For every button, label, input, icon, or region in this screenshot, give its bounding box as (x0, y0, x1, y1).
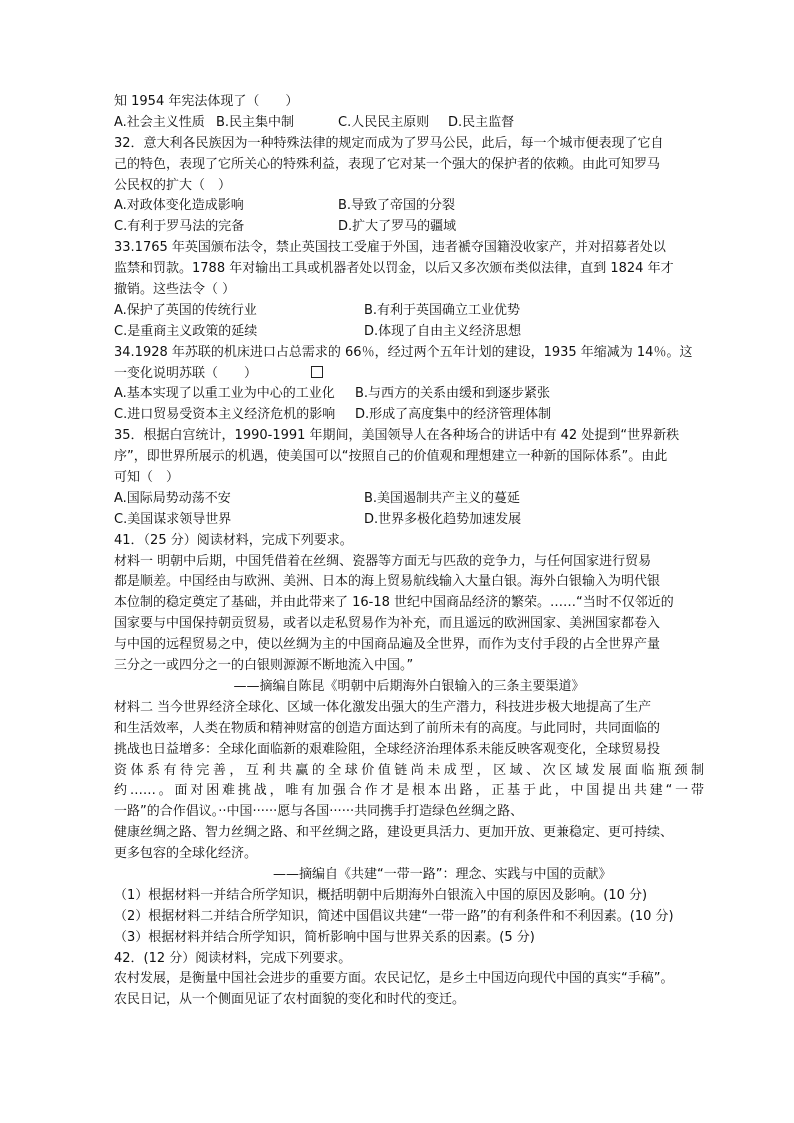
q34-option-a: A.基本实现了以重工业为中心的工业化 (114, 386, 335, 402)
q33-option-a: A.保护了英国的传统行业 (114, 302, 257, 318)
q33-option-d: D.体现了自由主义经济思想 (364, 323, 522, 339)
q35-options-row2 (114, 510, 704, 531)
q32-stem-line: 32．意大利各民族因为一种特殊法律的规定而成为了罗马公民，此后，每一个城市便表现了它自 (114, 135, 664, 151)
q34-option-c: C.进口贸易受资本主义经济危机的影响 (114, 407, 336, 423)
q34-option-b: B.与西方的关系由缓和到逐步紧张 (355, 386, 551, 402)
material2-line: 挑战也日益增多：全球化面临新的艰难险阻，全球经济治理体系未能反映客观变化，全球贸易投 (114, 741, 661, 757)
q35-options-row1 (114, 489, 704, 510)
q33-options-row1 (114, 301, 704, 322)
q32-option-d: D.扩大了罗马的疆域 (338, 219, 457, 235)
material2-line: 一路”的合作倡议。··中国······愿与各国······共同携手打造绿色丝绸之路、 (114, 804, 524, 820)
q33-stem-line: 撤销。这些法令（ ） (114, 282, 236, 298)
q35-option-b: B.美国遏制共产主义的蔓延 (364, 490, 521, 506)
q31-options (114, 113, 704, 134)
material1-line: 本位制的稳定奠定了基础，并由此带来了 16-18 世纪中国商品经济的繁荣。……“当时不仅邻近的 (114, 595, 674, 611)
q33-option-b: B.有利于英国确立工业优势 (364, 302, 521, 318)
material1-source: ——摘编自陈昆《明朝中后期海外白银输入的三条主要渠道》 (233, 678, 585, 694)
q32-option-b: B.导致了帝国的分裂 (338, 198, 456, 214)
q34-option-d: D.形成了高度集中的经济管理体制 (355, 407, 552, 423)
material1-line: 国家要与中国保持朝贡贸易，或者以走私贸易作为补充，而且遥远的欧洲国家、美洲国家都卷入 (114, 616, 661, 632)
material2-line: 健康丝绸之路、智力丝绸之路、和平丝绸之路，建设更具活力、更加开放、更兼稳定、更可持续、 (114, 825, 674, 841)
q42-text-line: 农村发展，是衡量中国社会进步的重要方面。农民记忆，是乡土中国迈向现代中国的真实“手稿”。 (114, 971, 674, 987)
q31-option-c: C.人民民主原则 (338, 114, 430, 130)
q41-subquestion: （2）根据材料二并结合所学知识，简述中国倡议共建“一带一路”的有利条件和不利因素。(10 分) (114, 908, 674, 924)
q35-option-a: A.国际局势动荡不安 (114, 490, 231, 506)
material1-line: 材料一 明朝中后期，中国凭借着在丝绸、瓷器等方面无与匹敌的竞争力，与任何国家进行贸易 (114, 553, 652, 569)
q32-options-row2 (114, 217, 704, 238)
checkbox-square-icon (311, 366, 323, 378)
q34-stem-line: 34.1928 年苏联的机床进口占总需求的 66％，经过两个五年计划的建设，1935 年缩减为 14％。这 (114, 344, 693, 360)
q33-stem-line: 监禁和罚款。1788 年对输出工具或机器者处以罚金，以后又多次颁布类似法律，直到 1824 年才 (114, 261, 674, 277)
q34-stem-line (114, 364, 704, 385)
material2-line: 材料二 当今世界经济全球化、区域一体化激发出强大的生产潜力，科技进步极大地提高了生产 (114, 699, 652, 715)
q42-heading: 42．(12 分）阅读材料，完成下列要求。 (114, 950, 352, 966)
material2-line: 约……。面对困难挑战，唯有加强合作才是根本出路，正基于此，中国提出共建“一带 (114, 783, 704, 799)
q41-subquestion: （1）根据材料一并结合所学知识，概括明朝中后期海外白银流入中国的原因及影响。(10 分) (114, 887, 648, 903)
q32-option-a: A.对政体变化造成影响 (114, 198, 244, 214)
q35-stem-line: 可知（ ） (114, 470, 180, 486)
material2-line: 更多包容的全球化经济。 (114, 846, 258, 862)
q35-stem-line: 35．根据白宫统计，1990-1991 年期间，美国领导人在各种场合的讲话中有 42 处提到“世界新秩 (114, 428, 680, 444)
material2-line: 资体系有待完善，互利共赢的全球价值链尚未成型，区域、次区域发展面临瓶颈制 (114, 762, 704, 778)
q31-option-a: A.社会主义性质 (114, 114, 205, 130)
material2-source: ——摘编自《共建“一带一路”：理念、实践与中国的贡献》 (273, 866, 612, 882)
q35-stem-line: 序”，即世界所展示的机遇，使美国可以“按照自己的价值观和理想建立一种新的国际体系”。由此 (114, 449, 668, 465)
material2-line: 和生活效率，人类在物质和精神财富的创造方面达到了前所未有的高度。与此同时，共同面临的 (114, 720, 661, 736)
q32-option-c: C.有利于罗马法的完备 (114, 219, 245, 235)
q33-options-row2 (114, 322, 704, 343)
q32-stem-line: 公民权的扩大（ ） (114, 177, 232, 193)
q34-stem-text: 一变化说明苏联（ ） (114, 365, 258, 381)
q32-options-row1 (114, 196, 704, 217)
material1-line: 与中国的远程贸易之中，使以丝绸为主的中国商品遍及全世界，而作为支付手段的占全世界产量 (114, 637, 661, 653)
q32-stem-line: 己的特色，表现了它所关心的特殊利益，表现了它对某一个强大的保护者的依赖。由此可知罗马 (114, 156, 661, 172)
q33-stem-line: 33.1765 年英国颁布法令，禁止英国技工受雇于外国，违者褫夺国籍没收家产，并对招募者处以 (114, 240, 666, 256)
q33-option-c: C.是重商主义政策的延续 (114, 323, 258, 339)
q42-text-line: 农民日记，从一个侧面见证了农村面貌的变化和时代的变迁。 (114, 992, 466, 1008)
q35-option-d: D.世界多极化趋势加速发展 (364, 511, 522, 527)
q31-stem: 知 1954 年宪法体现了（ ） (114, 94, 299, 109)
q41-subquestion: （3）根据材料并结合所学知识，简析影响中国与世界关系的因素。(5 分) (114, 929, 535, 945)
q35-option-c: C.美国谋求领导世界 (114, 511, 232, 527)
q31-option-b: B.民主集中制 (216, 114, 295, 130)
material1-line: 都是顺差。中国经由与欧洲、美洲、日本的海上贸易航线输入大量白银。海外白银输入为明代银 (114, 574, 661, 590)
q41-heading: 41．（25 分）阅读材料，完成下列要求。 (114, 532, 353, 548)
material1-line: 三分之一或四分之一的白银则源源不断地流入中国。” (114, 658, 414, 674)
q34-options-row2 (114, 405, 704, 426)
q31-option-d: D.民主监督 (448, 114, 515, 130)
exam-page (114, 92, 704, 1011)
q34-options-row1 (114, 384, 704, 405)
